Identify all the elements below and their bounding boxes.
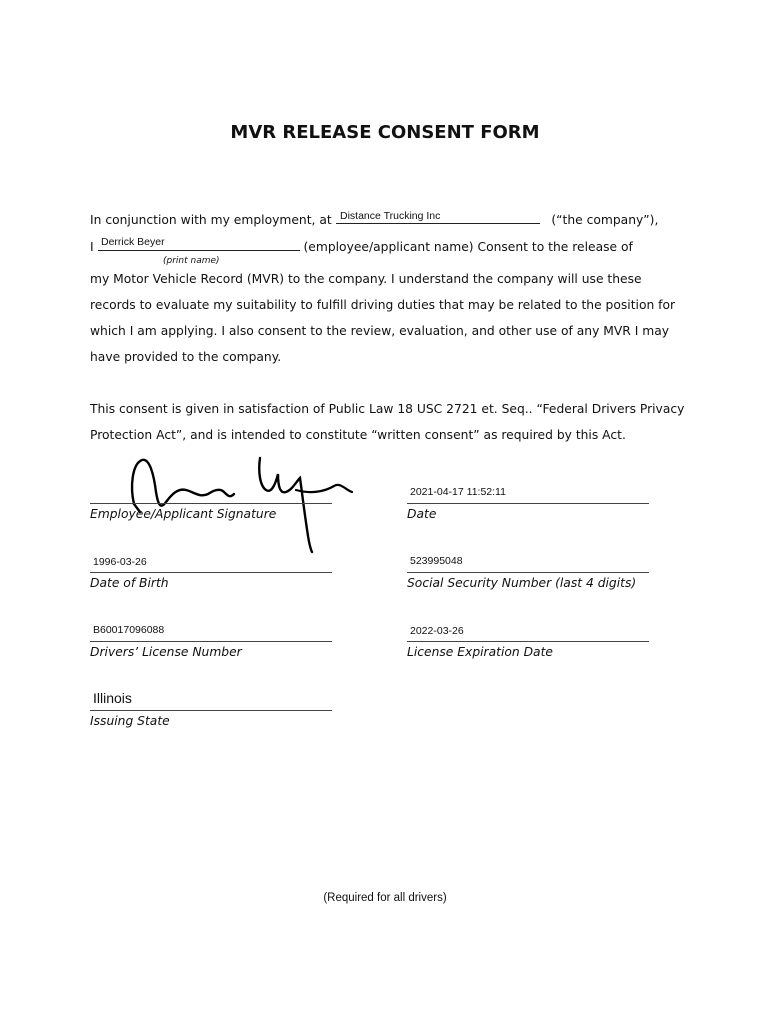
dob-value: 1996-03-26: [93, 556, 147, 568]
date-label: Date: [407, 507, 437, 521]
paragraph1-line3: my Motor Vehicle Record (MVR) to the company. I understand the company will use these: [90, 272, 642, 286]
print-name-hint: (print name): [163, 256, 220, 266]
ssn-value: 523995048: [410, 555, 463, 567]
issuing-state-label: Issuing State: [90, 714, 170, 728]
paragraph1-line5: which I am applying. I also consent to the review, evaluation, and other use of any MVR I may: [90, 324, 670, 338]
paragraph1-line4: records to evaluate my suitability to fulfill driving duties that may be related to the position for: [90, 298, 676, 312]
issuing-state-value: Illinois: [93, 690, 132, 706]
license-expiration-label: License Expiration Date: [407, 645, 553, 659]
dob-label: Date of Birth: [90, 576, 169, 590]
paragraph1-line2: [90, 239, 633, 254]
dob-line[interactable]: [90, 572, 332, 573]
ssn-label: Social Security Number (last 4 digits): [407, 576, 637, 590]
footer-note: (Required for all drivers): [323, 892, 447, 904]
line1-prefix: In conjunction with my employment, at: [90, 213, 332, 227]
paragraph1-line6: have provided to the company.: [90, 350, 282, 364]
paragraph2-line1: This consent is given in satisfaction of Public Law 18 USC 2721 et. Seq.. “Federal Drivers Privacy: [90, 402, 685, 416]
license-expiration-value: 2022-03-26: [410, 625, 464, 637]
applicant-name-value: Derrick Beyer: [101, 236, 165, 248]
company-name-value: Distance Trucking Inc: [340, 210, 441, 222]
license-number-label: Drivers’ License Number: [90, 645, 242, 659]
line2-prefix: I: [90, 240, 94, 254]
issuing-state-line[interactable]: [90, 710, 332, 711]
form-title: MVR RELEASE CONSENT FORM: [230, 122, 540, 143]
license-number-value: B60017096088: [93, 624, 165, 636]
line2-suffix: (employee/applicant name) Consent to the release of: [303, 240, 633, 254]
date-line[interactable]: [407, 503, 649, 504]
signature-line[interactable]: [90, 503, 332, 504]
date-value: 2021-04-17 11:52:11: [410, 486, 506, 498]
ssn-line[interactable]: [407, 572, 649, 573]
line1-suffix: (“the company”),: [551, 213, 659, 227]
license-number-line[interactable]: [90, 641, 332, 642]
signature-label: Employee/Applicant Signature: [90, 507, 277, 521]
paragraph2-line2: Protection Act”, and is intended to constitute “written consent” as required by this Act.: [90, 428, 626, 442]
license-expiration-line[interactable]: [407, 641, 649, 642]
